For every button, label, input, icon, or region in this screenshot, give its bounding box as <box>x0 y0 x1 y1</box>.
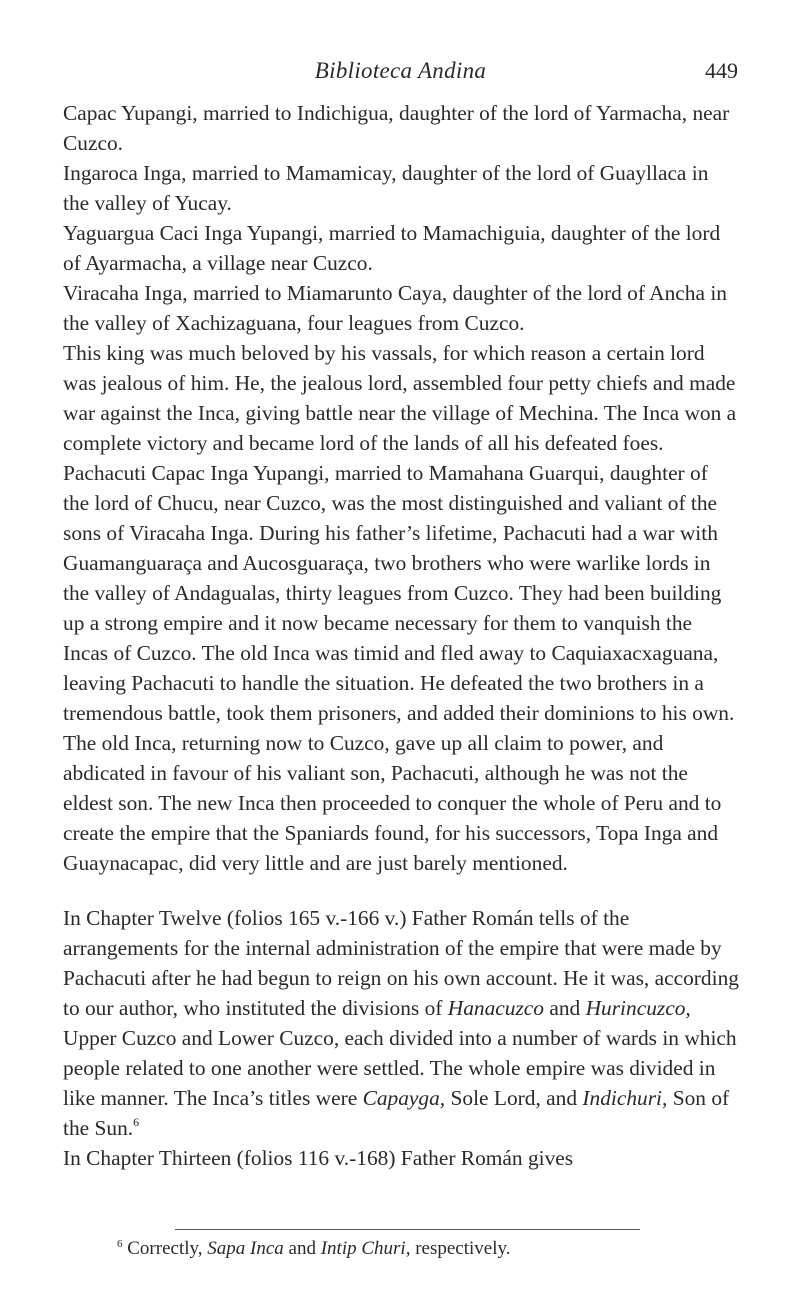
body-text <box>63 98 739 1173</box>
chapter12-text-a: In Chapter Twelve (folios 165 v.-166 v.) Father Román tells of the arrangements for the internal administration of the empire that were made by Pachacuti after he had begun to reign on his own account. He it was, according to our author, who instituted the divisions of <box>63 906 739 1020</box>
page-header <box>0 58 801 88</box>
footnote-text-a: Correctly, <box>122 1238 208 1259</box>
footnote-text-b: and <box>283 1238 321 1259</box>
footnote-marker: 6 <box>117 1238 123 1250</box>
section-gap <box>63 878 739 903</box>
footnote-text-c: respectively. <box>410 1238 511 1259</box>
running-title: Biblioteca Andina <box>314 58 487 83</box>
footnote-divider <box>175 1229 640 1230</box>
term-sapa-inca: Sapa Inca <box>207 1238 284 1259</box>
term-intip-churi: Intip Churi, <box>320 1238 411 1259</box>
paragraph-viracaha: Viracaha Inga, married to Miamarunto Caya, daughter of the lord of Ancha in the valley of Xachizaguana, four leagues from Cuzco. <box>63 281 727 335</box>
chapter12-text-e: Son of the Sun. <box>63 1086 730 1140</box>
term-indichuri: Indichuri, <box>582 1086 668 1110</box>
paragraph-yaguargua: Yaguargua Caci Inga Yupangi, married to Mamachiguia, daughter of the lord of Ayarmacha, a village near Cuzco. <box>63 221 721 275</box>
paragraph-chapter-thirteen: In Chapter Thirteen (folios 116 v.-168) Father Román gives <box>63 1146 574 1170</box>
term-hurincuzco: Hurincuzco, <box>585 996 691 1020</box>
chapter12-text-c: Upper Cuzco and Lower Cuzco, each divided into a number of wards in which people related to one another were settled. The whole empire was divided in like manner. The Inca’s titles were <box>63 1026 737 1110</box>
footnote-reference[interactable]: 6 <box>133 1115 140 1129</box>
term-capayga: Capayga, <box>362 1086 446 1110</box>
paragraph-ingaroca: Ingaroca Inga, married to Mamamicay, daughter of the lord of Guayllaca in the valley of Yucay. <box>63 161 709 215</box>
chapter12-text-b: and <box>544 996 586 1020</box>
page-number: 449 <box>705 58 738 83</box>
footnote <box>117 1236 737 1262</box>
paragraph-king-beloved: This king was much beloved by his vassals, for which reason a certain lord was jealous of him. He, the jealous lord, assembled four petty chiefs and made war against the Inca, giving battle near the village of Mechina. The Inca won a complete victory and became lord of the lands of all his defeated foes. <box>63 341 737 455</box>
term-hanacuzco: Hanacuzco <box>447 996 544 1020</box>
paragraph-capac: Capac Yupangi, married to Indichigua, daughter of the lord of Yarmacha, near Cuzco. <box>63 101 730 155</box>
paragraph-pachacuti: Pachacuti Capac Inga Yupangi, married to Mamahana Guarqui, daughter of the lord of Chucu, near Cuzco, was the most distinguished and valiant of the sons of Viracaha Inga. During his father’s lifetime, Pachacuti had a war with Guamanguaraça and Aucosguaraça, two brothers who were warlike lords in the valley of Andagualas, thirty leagues from Cuzco. They had been building up a strong empire and it now became necessary for them to vanquish the Incas of Cuzco. The old Inca was timid and fled away to Caquiaxacxaguana, leaving Pachacuti to handle the situation. He defeated the two brothers in a tremendous battle, took them prisoners, and added their dominions to his own. The old Inca, returning now to Cuzco, gave up all claim to power, and abdicated in favour of his valiant son, Pachacuti, although he was not the eldest son. The new Inca then proceeded to conquer the whole of Peru and to create the empire that the Spaniards found, for his successors, Topa Inga and Guaynacapac, did very little and are just barely mentioned. <box>63 461 735 875</box>
chapter12-text-d: Sole Lord, and <box>445 1086 583 1110</box>
paragraph-chapter-twelve <box>63 903 739 1143</box>
